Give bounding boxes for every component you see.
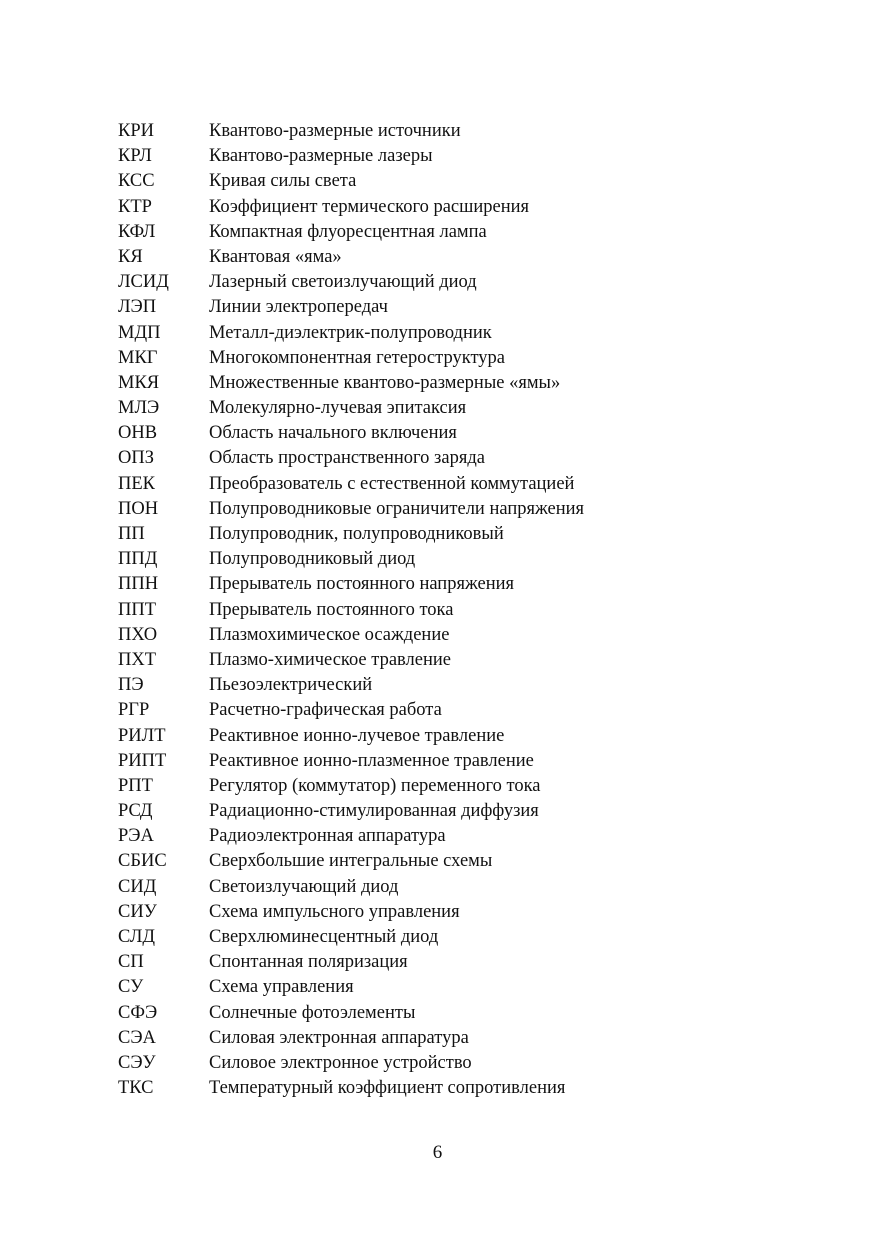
abbreviation-definition: Молекулярно-лучевая эпитаксия xyxy=(209,398,467,419)
abbreviation-term: РПТ xyxy=(118,775,153,796)
abbreviation-row xyxy=(118,849,758,874)
abbreviation-definition: Квантово-размерные лазеры xyxy=(209,146,433,167)
abbreviation-row xyxy=(118,824,758,849)
abbreviation-term: РИПТ xyxy=(118,750,167,771)
abbreviation-definition: Металл-диэлектрик-полупроводник xyxy=(209,322,492,343)
abbreviation-term: ОНВ xyxy=(118,423,158,444)
abbreviation-term: КСС xyxy=(118,171,155,192)
abbreviation-definition: Полупроводниковый диод xyxy=(209,549,416,570)
abbreviation-row xyxy=(118,623,758,648)
abbreviation-term: РГР xyxy=(118,700,150,721)
abbreviation-row xyxy=(118,547,758,572)
abbreviation-row xyxy=(118,195,758,220)
abbreviation-definition: Квантово-размерные источники xyxy=(209,121,461,141)
abbreviation-row xyxy=(118,346,758,371)
abbreviation-term: СИУ xyxy=(118,901,157,922)
abbreviation-definition: Полупроводниковые ограничители напряжения xyxy=(209,498,585,519)
abbreviation-row xyxy=(118,169,758,194)
abbreviation-definition: Множественные квантово-размерные «ямы» xyxy=(209,372,561,393)
abbreviation-row xyxy=(118,648,758,673)
abbreviation-row xyxy=(118,572,758,597)
abbreviation-term: РЭА xyxy=(118,826,154,847)
abbreviation-term: МЛЭ xyxy=(118,398,160,419)
abbreviation-definition: Светоизлучающий диод xyxy=(209,876,399,897)
abbreviation-term: ПХТ xyxy=(118,649,157,670)
abbreviation-term: ЛЭП xyxy=(118,297,157,318)
abbreviation-definition: Пьезоэлектрический xyxy=(209,675,373,696)
abbreviation-term: ОПЗ xyxy=(118,448,154,469)
abbreviation-term: РСД xyxy=(118,801,153,822)
abbreviation-term: ПП xyxy=(118,524,145,544)
abbreviation-term: СЭУ xyxy=(118,1052,156,1073)
abbreviation-row xyxy=(118,875,758,900)
abbreviation-row xyxy=(118,1026,758,1051)
abbreviation-row xyxy=(118,925,758,950)
abbreviation-definition: Реактивное ионно-лучевое травление xyxy=(209,725,505,746)
abbreviation-definition: Температурный коэффициент сопротивления xyxy=(209,1078,566,1099)
abbreviation-term: СЛД xyxy=(118,927,156,947)
abbreviation-term: СУ xyxy=(118,977,144,998)
abbreviation-definition: Регулятор (коммутатор) переменного тока xyxy=(209,775,541,796)
abbreviation-definition: Коэффициент термического расширения xyxy=(209,196,530,217)
abbreviation-row xyxy=(118,295,758,320)
abbreviation-row xyxy=(118,446,758,471)
abbreviation-definition: Схема управления xyxy=(209,977,354,998)
abbreviation-definition: Сверхлюминесцентный диод xyxy=(209,927,439,947)
abbreviation-term: МКЯ xyxy=(118,372,160,393)
abbreviation-list xyxy=(118,119,758,1101)
abbreviation-row xyxy=(118,799,758,824)
abbreviation-definition: Многокомпонентная гетероструктура xyxy=(209,347,506,368)
abbreviation-row xyxy=(118,497,758,522)
abbreviation-row xyxy=(118,144,758,169)
abbreviation-definition: Плазмо-химическое травление xyxy=(209,649,451,670)
abbreviation-row xyxy=(118,598,758,623)
abbreviation-term: КРИ xyxy=(118,121,154,141)
abbreviation-definition: Полупроводник, полупроводниковый xyxy=(209,524,504,544)
abbreviation-row xyxy=(118,950,758,975)
abbreviation-term: РИЛТ xyxy=(118,725,166,746)
abbreviation-definition: Схема импульсного управления xyxy=(209,901,460,922)
abbreviation-row xyxy=(118,119,758,144)
abbreviation-definition: Прерыватель постоянного напряжения xyxy=(209,574,515,595)
abbreviation-term: СИД xyxy=(118,876,157,897)
abbreviation-term: ППТ xyxy=(118,599,157,620)
abbreviation-term: МКГ xyxy=(118,347,158,368)
abbreviation-term: КЯ xyxy=(118,246,143,267)
abbreviation-definition: Сверхбольшие интегральные схемы xyxy=(209,851,493,872)
abbreviation-row xyxy=(118,724,758,749)
abbreviation-row xyxy=(118,321,758,346)
abbreviation-row xyxy=(118,220,758,245)
abbreviation-definition: Солнечные фотоэлементы xyxy=(209,1002,416,1023)
abbreviation-row xyxy=(118,1001,758,1026)
abbreviation-term: ПХО xyxy=(118,624,158,645)
abbreviation-row xyxy=(118,698,758,723)
abbreviation-row xyxy=(118,371,758,396)
abbreviation-term: СФЭ xyxy=(118,1002,158,1023)
abbreviation-term: МДП xyxy=(118,322,161,343)
abbreviation-row xyxy=(118,1076,758,1101)
abbreviation-definition: Радиационно-стимулированная диффузия xyxy=(209,801,539,822)
abbreviation-definition: Спонтанная поляризация xyxy=(209,952,408,973)
abbreviation-term: ПЭ xyxy=(118,675,144,696)
abbreviation-row xyxy=(118,472,758,497)
abbreviation-definition: Плазмохимическое осаждение xyxy=(209,624,450,645)
abbreviation-definition: Расчетно-графическая работа xyxy=(209,700,442,721)
abbreviation-term: ЛСИД xyxy=(118,272,169,293)
abbreviation-term: КТР xyxy=(118,196,152,217)
abbreviation-definition: Компактная флуоресцентная лампа xyxy=(209,221,487,242)
abbreviation-term: ППД xyxy=(118,549,158,570)
abbreviation-term: СП xyxy=(118,952,144,973)
page-number: 6 xyxy=(432,1142,443,1163)
abbreviation-definition: Область пространственного заряда xyxy=(209,448,485,469)
abbreviation-row xyxy=(118,975,758,1000)
abbreviation-definition: Преобразователь с естественной коммутацией xyxy=(209,473,575,494)
abbreviation-row xyxy=(118,1051,758,1076)
abbreviation-row xyxy=(118,673,758,698)
abbreviation-definition: Кривая силы света xyxy=(209,171,357,192)
abbreviation-term: СБИС xyxy=(118,851,167,872)
abbreviation-definition: Квантовая «яма» xyxy=(209,246,342,267)
abbreviation-row xyxy=(118,396,758,421)
abbreviation-row xyxy=(118,522,758,547)
abbreviation-definition: Прерыватель постоянного тока xyxy=(209,599,454,620)
abbreviation-row xyxy=(118,900,758,925)
abbreviation-definition: Силовая электронная аппаратура xyxy=(209,1027,469,1048)
abbreviation-definition: Область начального включения xyxy=(209,423,457,444)
abbreviation-row xyxy=(118,749,758,774)
abbreviation-term: ТКС xyxy=(118,1078,154,1099)
abbreviation-term: ППН xyxy=(118,574,159,595)
abbreviation-definition: Лазерный светоизлучающий диод xyxy=(209,272,477,293)
abbreviation-term: ПЕК xyxy=(118,473,155,494)
abbreviation-term: КФЛ xyxy=(118,221,156,242)
abbreviation-term: СЭА xyxy=(118,1027,156,1048)
abbreviation-term: ПОН xyxy=(118,498,159,519)
abbreviation-row xyxy=(118,245,758,270)
abbreviation-definition: Силовое электронное устройство xyxy=(209,1052,472,1073)
abbreviation-definition: Радиоэлектронная аппаратура xyxy=(209,826,446,847)
abbreviation-definition: Реактивное ионно-плазменное травление xyxy=(209,750,534,771)
abbreviation-definition: Линии электропередач xyxy=(209,297,388,318)
abbreviation-term: КРЛ xyxy=(118,146,152,167)
abbreviation-row xyxy=(118,421,758,446)
abbreviation-row xyxy=(118,270,758,295)
abbreviation-row xyxy=(118,774,758,799)
